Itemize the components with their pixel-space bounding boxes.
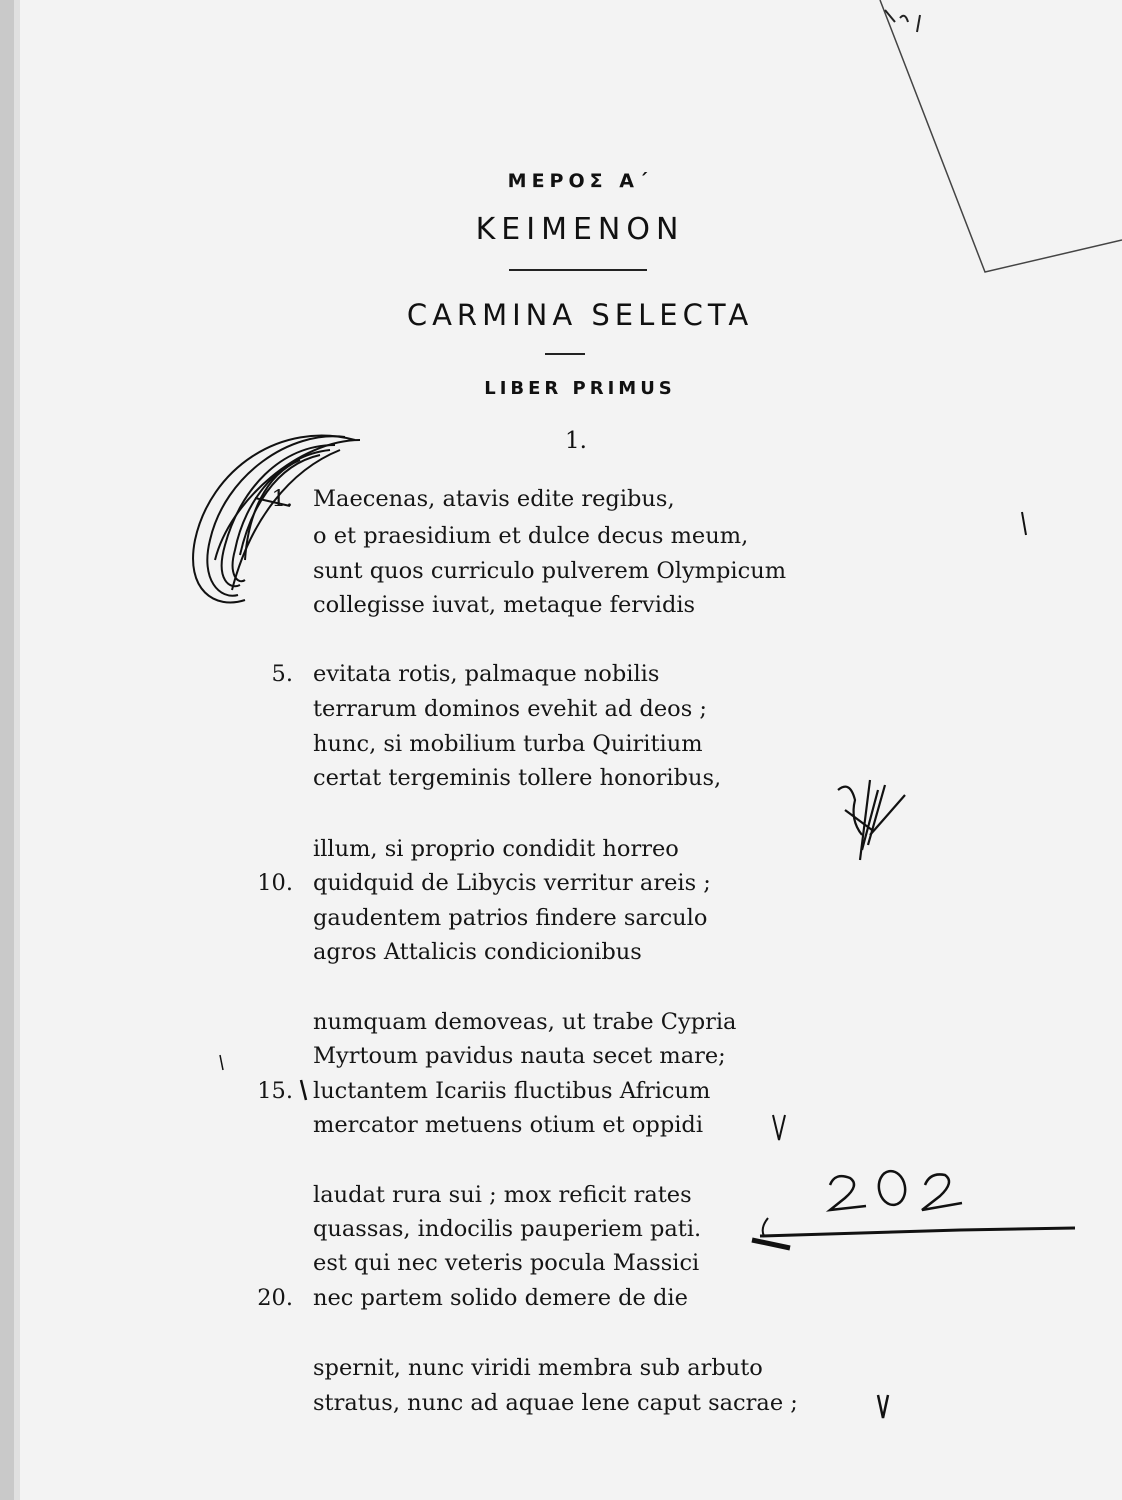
verse-line: hunc, si mobilium turba Quiritium: [313, 731, 703, 757]
line-number: 20.: [257, 1285, 293, 1311]
verse-line: Maecenas, atavis edite regibus,: [313, 486, 675, 512]
verse-line: stratus, nunc ad aquae lene caput sacrae ;: [313, 1390, 798, 1416]
handwritten-hook: [763, 1218, 768, 1236]
line-number: 1.: [271, 486, 293, 512]
verse-line: o et praesidium et dulce decus meum,: [313, 523, 749, 549]
section-title: ΚΕΙΜΕΝΟΝ: [475, 212, 685, 247]
poem-number: 1.: [565, 428, 587, 454]
collection-title: CARMINA SELECTA: [406, 298, 754, 332]
verse-line: terrarum dominos evehit ad deos ;: [313, 696, 707, 722]
verse-line: agros Attalicis condicionibus: [313, 939, 642, 965]
verse-line: numquam demoveas, ut trabe Cypria: [313, 1009, 737, 1035]
verse-line: spernit, nunc viridi membra sub arbuto: [313, 1355, 763, 1381]
part-label: ΜΕΡΟΣ Α΄: [507, 170, 653, 192]
small-divider: [545, 353, 585, 355]
line-number: 10.: [257, 870, 293, 896]
verse-line: Myrtoum pavidus nauta secet mare;: [313, 1043, 726, 1069]
book-title: LIBER PRIMUS: [484, 378, 676, 399]
verse-line: est qui nec veteris pocula Massici: [313, 1250, 700, 1276]
verse-line: gaudentem patrios findere sarculo: [313, 905, 708, 931]
verse-line: quassas, indocilis pauperiem pati.: [313, 1216, 702, 1242]
title-divider: [509, 269, 647, 271]
handwritten-underline: [752, 1240, 790, 1248]
verse-line: illum, si proprio condidit horreo: [313, 836, 679, 862]
margin-scribble: [838, 780, 905, 860]
check-mark: [1022, 512, 1026, 535]
verse-line: quidquid de Libycis verritur areis ;: [313, 870, 711, 896]
corner-mark-scribble: [885, 10, 920, 32]
check-mark: [878, 1395, 888, 1418]
handwritten-underline: [760, 1228, 1075, 1236]
check-mark: [301, 1080, 306, 1100]
verse-line: mercator metuens otium et oppidi: [313, 1112, 704, 1138]
line-number: 5.: [271, 661, 293, 687]
check-mark: [220, 1055, 223, 1070]
verse-line: luctantem Icariis fluctibus Africum: [313, 1078, 711, 1104]
verse-line: collegisse iuvat, metaque fervidis: [313, 592, 696, 618]
handwritten-page-number: [830, 1169, 962, 1210]
verse-line: evitata rotis, palmaque nobilis: [313, 661, 660, 687]
verse-line: certat tergeminis tollere honoribus,: [313, 765, 722, 791]
check-mark: [773, 1115, 785, 1140]
verse-line: nec partem solido demere de die: [313, 1285, 688, 1311]
line-number: 15.: [257, 1078, 293, 1104]
verse-line: laudat rura sui ; mox reficit rates: [313, 1182, 692, 1208]
verse-line: sunt quos curriculo pulverem Olympicum: [313, 558, 787, 584]
